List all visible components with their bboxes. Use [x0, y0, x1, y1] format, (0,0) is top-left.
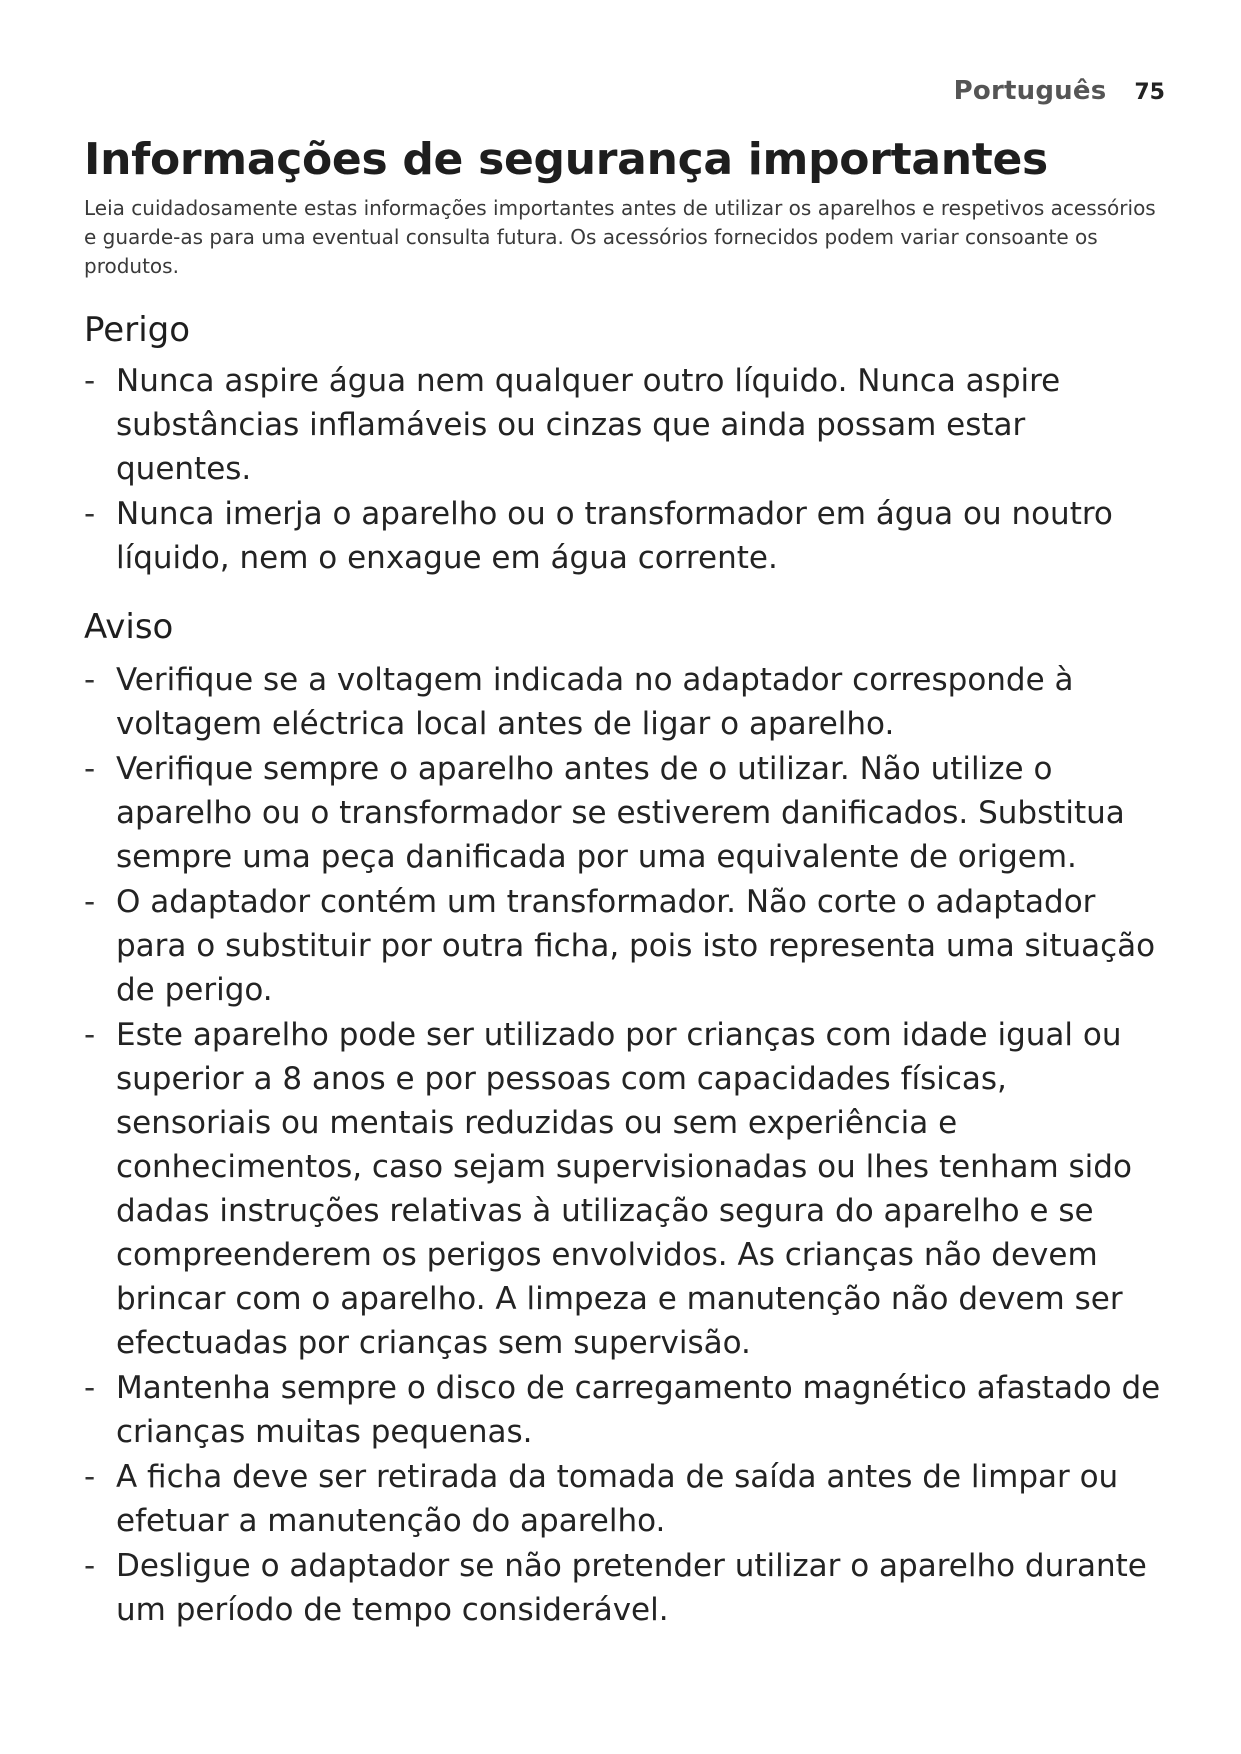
- page-title: Informações de segurança importantes: [84, 134, 1048, 185]
- warning-heading: Aviso: [84, 607, 174, 647]
- list-item: [84, 880, 1164, 1012]
- list-item-text: Verifique se a voltagem indicada no adaptador corresponde à voltagem eléctrica local antes de ligar o aparelho.: [116, 662, 1074, 742]
- bullet-dash: -: [84, 496, 96, 532]
- list-item-text: Mantenha sempre o disco de carregamento magnético afastado de crianças muitas pequenas.: [116, 1370, 1161, 1450]
- list-item-text: O adaptador contém um transformador. Não corte o adaptador para o substituir por outra ficha, pois isto representa uma situação de perigo.: [116, 884, 1156, 1008]
- list-item-text: Nunca aspire água nem qualquer outro líquido. Nunca aspire substâncias inflamáveis ou cinzas que ainda possam estar quentes.: [116, 363, 1061, 487]
- bullet-dash: -: [84, 1459, 96, 1495]
- intro-paragraph: Leia cuidadosamente estas informações importantes antes de utilizar os aparelhos e respetivos acessórios e guarde-as para uma eventual consulta futura. Os acessórios fornecidos podem variar consoante os produtos.: [84, 196, 1156, 278]
- list-item-text: A ficha deve ser retirada da tomada de saída antes de limpar ou efetuar a manutenção do aparelho.: [116, 1459, 1119, 1539]
- list-item-text: Verifique sempre o aparelho antes de o utilizar. Não utilize o aparelho ou o transformador se estiverem danificados. Substitua sempre uma peça danificada por uma equivalente de origem.: [116, 751, 1125, 875]
- list-item: [84, 1455, 1164, 1543]
- bullet-dash: -: [84, 1017, 96, 1053]
- list-item: [84, 658, 1164, 746]
- danger-heading: Perigo: [84, 310, 191, 350]
- list-item-text: Este aparelho pode ser utilizado por crianças com idade igual ou superior a 8 anos e por pessoas com capacidades físicas, sensoriais ou mentais reduzidas ou sem experiência e conhecimentos, caso sejam supervisionadas ou lhes tenham sido dadas instruções relativas à utilização segura do aparelho e se compreenderem os perigos envolvidos. As crianças não devem brincar com o aparelho. A limpeza e manutenção não devem ser efectuadas por crianças sem supervisão.: [116, 1017, 1132, 1361]
- bullet-dash: -: [84, 662, 96, 698]
- page-number: 75: [1134, 80, 1165, 105]
- list-item: [84, 1544, 1164, 1632]
- danger-list: [84, 359, 1164, 581]
- running-header: [954, 76, 1165, 106]
- list-item-text: Nunca imerja o aparelho ou o transformador em água ou noutro líquido, nem o enxague em água corrente.: [116, 496, 1113, 576]
- language-label: Português: [953, 76, 1107, 106]
- list-item: [84, 1013, 1164, 1365]
- warning-list: [84, 658, 1164, 1633]
- list-item: [84, 359, 1164, 491]
- bullet-dash: -: [84, 1548, 96, 1584]
- bullet-dash: -: [84, 751, 96, 787]
- bullet-dash: -: [84, 1370, 96, 1406]
- bullet-dash: -: [84, 884, 96, 920]
- list-item: [84, 492, 1164, 580]
- list-item: [84, 747, 1164, 879]
- list-item: [84, 1366, 1164, 1454]
- list-item-text: Desligue o adaptador se não pretender utilizar o aparelho durante um período de tempo considerável.: [116, 1548, 1147, 1628]
- bullet-dash: -: [84, 363, 96, 399]
